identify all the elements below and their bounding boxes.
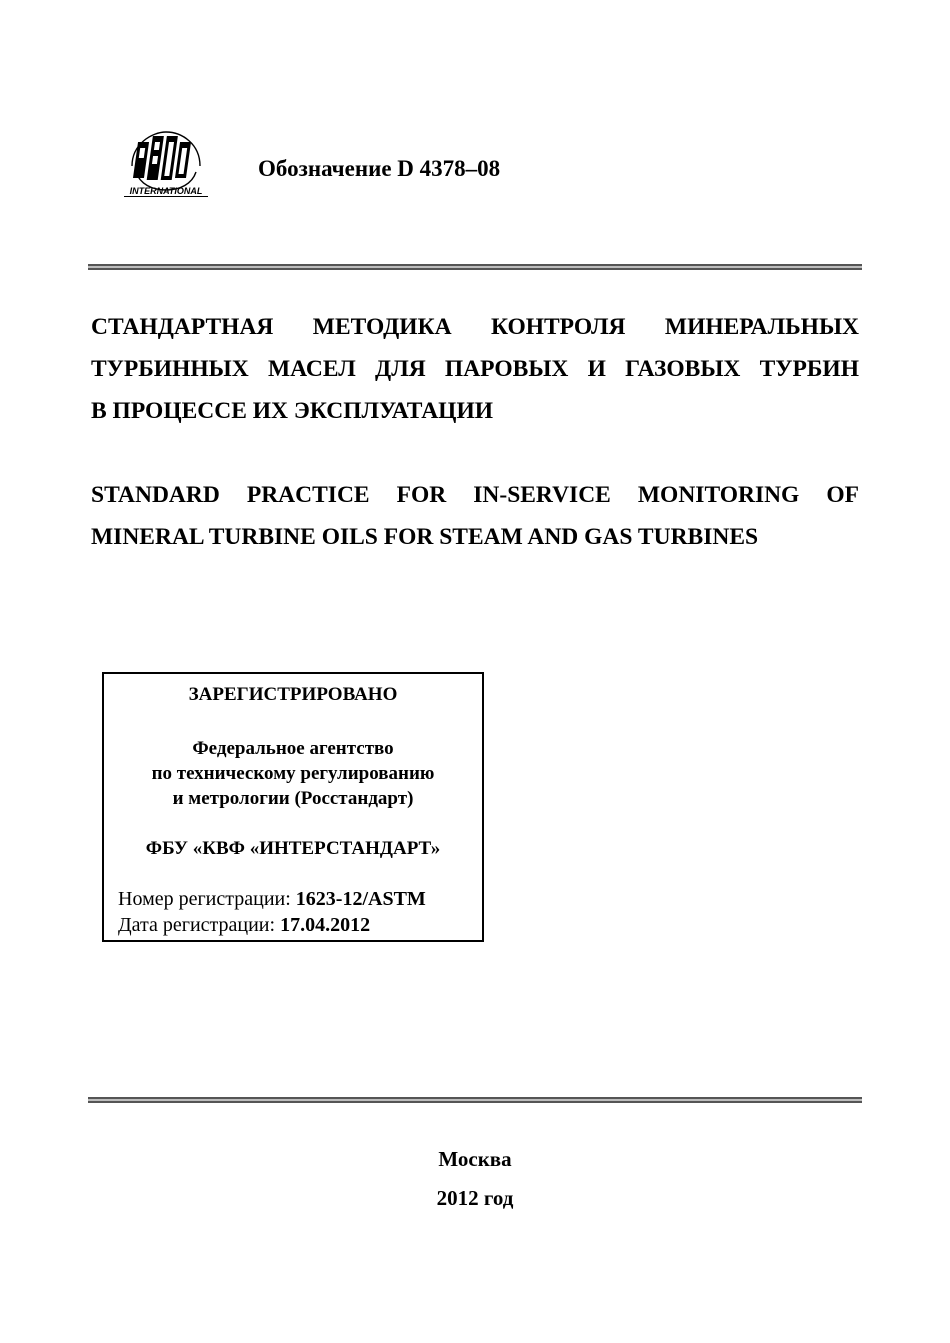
title-en-line-1: STANDARD PRACTICE FOR IN-SERVICE MONITORING OF xyxy=(91,482,859,508)
agency-line-1: Федеральное агентство xyxy=(192,738,394,759)
title-ru-line-1: СТАНДАРТНАЯ МЕТОДИКА КОНТРОЛЯ МИНЕРАЛЬНЫХ xyxy=(91,314,859,340)
publication-city: Москва xyxy=(438,1147,512,1171)
registration-agency xyxy=(104,736,482,811)
registration-date xyxy=(118,914,370,937)
registration-stamp xyxy=(102,672,484,942)
registration-heading: ЗАРЕГИСТРИРОВАНО xyxy=(188,684,398,705)
title-russian xyxy=(91,306,859,432)
document-designation: Обозначение D 4378–08 xyxy=(258,156,501,181)
title-ru-line-3: В ПРОЦЕССЕ ИХ ЭКСПЛУАТАЦИИ xyxy=(91,398,494,424)
bottom-divider xyxy=(88,1097,862,1103)
registration-number-label: Номер регистрации: xyxy=(118,888,296,910)
title-ru-line-2: ТУРБИННЫХ МАСЕЛ ДЛЯ ПАРОВЫХ И ГАЗОВЫХ ТУРБИН xyxy=(91,356,859,382)
registration-number-value: 1623-12/ASTM xyxy=(295,888,426,910)
agency-line-3: и метрологии (Росстандарт) xyxy=(172,788,414,809)
registration-organization: ФБУ «КВФ «ИНТЕРСТАНДАРТ» xyxy=(145,838,441,859)
astm-logo xyxy=(122,128,210,200)
title-english xyxy=(91,474,859,558)
top-divider xyxy=(88,264,862,270)
registration-date-value: 17.04.2012 xyxy=(280,914,371,936)
logo-international-text: INTERNATIONAL xyxy=(129,186,203,196)
publication-year: 2012 год xyxy=(436,1186,514,1210)
registration-date-label: Дата регистрации: xyxy=(118,914,281,936)
registration-number xyxy=(118,888,426,911)
agency-line-2: по техническому регулированию xyxy=(151,763,435,784)
title-en-line-2: MINERAL TURBINE OILS FOR STEAM AND GAS TURBINES xyxy=(91,524,759,550)
